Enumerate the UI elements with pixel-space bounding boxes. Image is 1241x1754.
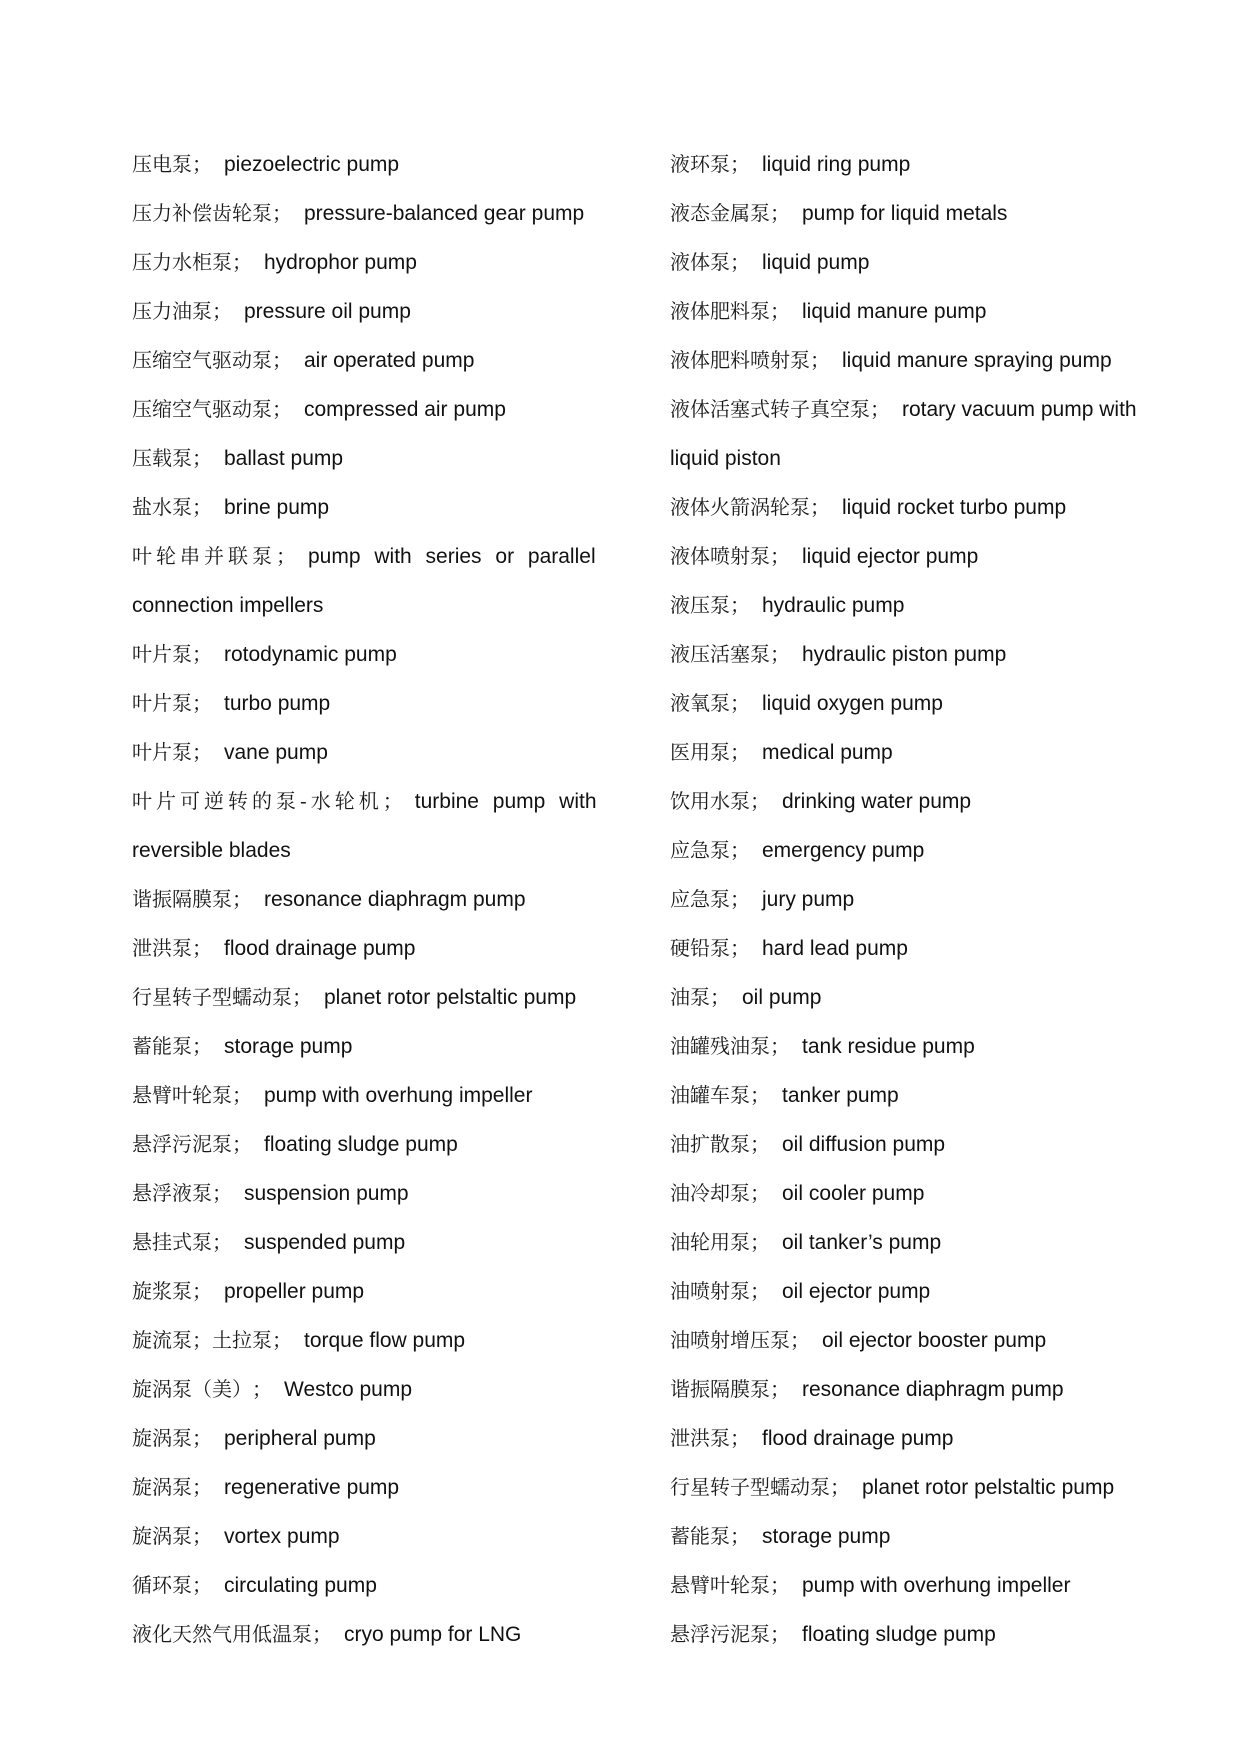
separator: ； (730, 152, 750, 176)
english-term: oil pump (742, 986, 822, 1009)
glossary-entry (132, 238, 627, 287)
separator: ； (750, 789, 770, 813)
glossary-entry (670, 1267, 1190, 1316)
glossary-entry (670, 679, 1190, 728)
glossary-entry (132, 728, 627, 777)
glossary-entry (132, 336, 627, 385)
english-term: rotary vacuum pump with (902, 398, 1137, 421)
english-term: liquid ring pump (762, 153, 911, 176)
glossary-entry (670, 1610, 1190, 1659)
english-term: planet rotor pelstaltic pump (862, 1476, 1115, 1499)
chinese-term: 液环泵 (670, 152, 730, 176)
chinese-term: 液氧泵 (670, 691, 730, 715)
glossary-entry-continuation (132, 826, 627, 875)
glossary-entry (132, 1169, 627, 1218)
glossary-entry (670, 1512, 1190, 1561)
english-term: pump with overhung impeller (264, 1084, 533, 1107)
chinese-term: 油冷却泵 (670, 1181, 750, 1205)
glossary-entry (132, 875, 627, 924)
glossary-entry (670, 1365, 1190, 1414)
chinese-term: 叶片泵 (132, 642, 192, 666)
glossary-entry (670, 875, 1190, 924)
separator: ； (232, 1083, 252, 1107)
glossary-entry (132, 1414, 627, 1463)
glossary-entry (132, 1512, 627, 1561)
separator: ； (192, 740, 212, 764)
glossary-entry (670, 1316, 1190, 1365)
chinese-term: 液态金属泵 (670, 201, 770, 225)
glossary-entry-continuation (670, 434, 1190, 483)
glossary-entry (132, 532, 627, 581)
glossary-entry (670, 924, 1190, 973)
separator: ； (192, 1279, 212, 1303)
chinese-term: 压力油泵 (132, 299, 212, 323)
english-term: ballast pump (224, 447, 344, 470)
separator: ； (810, 348, 830, 372)
english-term: oil tanker’s pump (782, 1231, 942, 1254)
glossary-entry (132, 140, 627, 189)
glossary-entry (670, 630, 1190, 679)
chinese-term: 应急泵 (670, 887, 730, 911)
separator: ； (730, 1426, 750, 1450)
separator: ； (192, 1573, 212, 1597)
right-column (670, 140, 1190, 1659)
english-term: floating sludge pump (802, 1623, 996, 1646)
separator: ； (770, 1377, 790, 1401)
chinese-term: 蓄能泵 (670, 1524, 730, 1548)
glossary-entry (132, 1120, 627, 1169)
glossary-entry (132, 1022, 627, 1071)
english-term: liquid manure pump (802, 300, 987, 323)
glossary-entry (132, 1610, 627, 1659)
english-term: storage pump (762, 1525, 891, 1548)
english-term: tank residue pump (802, 1035, 975, 1058)
english-term: hydraulic pump (762, 594, 905, 617)
separator: ； (276, 544, 296, 568)
chinese-term: 硬铅泵 (670, 936, 730, 960)
chinese-term: 叶片可逆转的泵-水轮机 (132, 789, 383, 813)
separator: ； (810, 495, 830, 519)
english-term: oil diffusion pump (782, 1133, 946, 1156)
glossary-entry (132, 973, 627, 1022)
english-term: oil ejector booster pump (822, 1329, 1047, 1352)
glossary-entry (670, 1022, 1190, 1071)
chinese-term: 压力水柜泵 (132, 250, 232, 274)
english-term-continuation: connection impellers (132, 594, 324, 617)
separator: ； (232, 250, 252, 274)
english-term: oil cooler pump (782, 1182, 925, 1205)
separator: ； (770, 1622, 790, 1646)
chinese-term: 饮用水泵 (670, 789, 750, 813)
separator: ； (312, 1622, 332, 1646)
english-term: suspended pump (244, 1231, 406, 1254)
separator: ； (192, 446, 212, 470)
chinese-term: 旋浆泵 (132, 1279, 192, 1303)
chinese-term: 压载泵 (132, 446, 192, 470)
english-term: turbo pump (224, 692, 331, 715)
chinese-term: 压缩空气驱动泵 (132, 397, 272, 421)
chinese-term: 液压泵 (670, 593, 730, 617)
english-term: vane pump (224, 741, 328, 764)
glossary-entry (670, 336, 1190, 385)
separator: ； (730, 1524, 750, 1548)
english-term: rotodynamic pump (224, 643, 397, 666)
separator: ； (770, 201, 790, 225)
separator: ； (232, 1132, 252, 1156)
chinese-term: 液化天然气用低温泵 (132, 1622, 312, 1646)
english-term: jury pump (762, 888, 855, 911)
chinese-term: 液体火箭涡轮泵 (670, 495, 810, 519)
chinese-term: 悬臂叶轮泵 (670, 1573, 770, 1597)
glossary-entry (132, 777, 627, 826)
chinese-term: 盐水泵 (132, 495, 192, 519)
english-term: resonance diaphragm pump (802, 1378, 1064, 1401)
english-term: floating sludge pump (264, 1133, 458, 1156)
glossary-entry (132, 434, 627, 483)
separator: ； (750, 1132, 770, 1156)
separator: ； (192, 495, 212, 519)
english-term: regenerative pump (224, 1476, 400, 1499)
english-term: air operated pump (304, 349, 475, 372)
separator: ； (212, 1230, 232, 1254)
english-term: pump with overhung impeller (802, 1574, 1071, 1597)
separator: ； (730, 936, 750, 960)
chinese-term: 行星转子型蠕动泵 (670, 1475, 830, 1499)
glossary-entry (132, 287, 627, 336)
english-term: planet rotor pelstaltic pump (324, 986, 577, 1009)
separator: ； (252, 1377, 272, 1401)
glossary-entry (132, 1365, 627, 1414)
glossary-entry (670, 140, 1190, 189)
glossary-entry (670, 728, 1190, 777)
english-term-continuation: reversible blades (132, 839, 291, 862)
glossary-entry (670, 826, 1190, 875)
glossary-entry (132, 1316, 627, 1365)
glossary-entry (670, 483, 1190, 532)
chinese-term: 液体喷射泵 (670, 544, 770, 568)
separator: ； (730, 593, 750, 617)
chinese-term: 液体肥料泵 (670, 299, 770, 323)
glossary-entry (132, 630, 627, 679)
glossary-entry (670, 1463, 1190, 1512)
separator: ； (192, 152, 212, 176)
separator: ； (750, 1083, 770, 1107)
glossary-entry (132, 483, 627, 532)
english-term: cryo pump for LNG (344, 1623, 522, 1646)
chinese-term: 叶片泵 (132, 740, 192, 764)
chinese-term: 谐振隔膜泵 (670, 1377, 770, 1401)
separator: ； (710, 985, 730, 1009)
chinese-term: 叶片泵 (132, 691, 192, 715)
glossary-entry (132, 924, 627, 973)
english-term: pressure oil pump (244, 300, 411, 323)
separator: ； (870, 397, 890, 421)
english-term: suspension pump (244, 1182, 409, 1205)
chinese-term: 泄洪泵 (670, 1426, 730, 1450)
chinese-term: 叶轮串并联泵 (132, 544, 276, 568)
chinese-term: 悬浮污泥泵 (132, 1132, 232, 1156)
english-term-continuation: liquid piston (670, 447, 781, 470)
english-term: vortex pump (224, 1525, 340, 1548)
english-term: liquid ejector pump (802, 545, 979, 568)
glossary-entry (670, 1169, 1190, 1218)
separator: ； (382, 789, 403, 813)
english-term: pump with series or parallel (308, 545, 596, 568)
english-term: torque flow pump (304, 1329, 466, 1352)
english-term: pump for liquid metals (802, 202, 1008, 225)
chinese-term: 旋涡泵（美） (132, 1377, 252, 1401)
chinese-term: 谐振隔膜泵 (132, 887, 232, 911)
english-term: propeller pump (224, 1280, 365, 1303)
chinese-term: 旋流泵；土拉泵 (132, 1328, 272, 1352)
english-term: compressed air pump (304, 398, 506, 421)
chinese-term: 应急泵 (670, 838, 730, 862)
english-term: hydrophor pump (264, 251, 417, 274)
english-term: hydraulic piston pump (802, 643, 1007, 666)
glossary-entry (132, 679, 627, 728)
chinese-term: 压电泵 (132, 152, 192, 176)
chinese-term: 油喷射泵 (670, 1279, 750, 1303)
glossary-entry (670, 581, 1190, 630)
chinese-term: 悬浮液泵 (132, 1181, 212, 1205)
separator: ； (192, 1426, 212, 1450)
separator: ； (192, 936, 212, 960)
english-term: hard lead pump (762, 937, 908, 960)
english-term: medical pump (762, 741, 893, 764)
chinese-term: 液压活塞泵 (670, 642, 770, 666)
glossary-entry (132, 1463, 627, 1512)
glossary-entry (670, 1071, 1190, 1120)
glossary-entry (670, 287, 1190, 336)
glossary-entry (670, 189, 1190, 238)
english-term: liquid oxygen pump (762, 692, 943, 715)
separator: ； (192, 1034, 212, 1058)
separator: ； (790, 1328, 810, 1352)
chinese-term: 泄洪泵 (132, 936, 192, 960)
english-term: pressure-balanced gear pump (304, 202, 585, 225)
separator: ； (292, 985, 312, 1009)
glossary-entry (670, 1414, 1190, 1463)
separator: ； (730, 838, 750, 862)
separator: ； (272, 1328, 292, 1352)
separator: ； (212, 299, 232, 323)
english-term: storage pump (224, 1035, 353, 1058)
english-term: brine pump (224, 496, 330, 519)
separator: ； (770, 544, 790, 568)
separator: ； (192, 1524, 212, 1548)
glossary-entry-continuation (132, 581, 627, 630)
chinese-term: 循环泵 (132, 1573, 192, 1597)
glossary-entry (670, 973, 1190, 1022)
chinese-term: 蓄能泵 (132, 1034, 192, 1058)
english-term: flood drainage pump (762, 1427, 954, 1450)
glossary-entry (670, 532, 1190, 581)
english-term: turbine pump with (414, 790, 597, 813)
chinese-term: 油罐车泵 (670, 1083, 750, 1107)
glossary-entry (132, 1561, 627, 1610)
english-term: liquid rocket turbo pump (842, 496, 1067, 519)
separator: ； (212, 1181, 232, 1205)
english-term: tanker pump (782, 1084, 899, 1107)
glossary-entry (132, 189, 627, 238)
separator: ； (192, 1475, 212, 1499)
english-term: oil ejector pump (782, 1280, 931, 1303)
chinese-term: 旋涡泵 (132, 1475, 192, 1499)
chinese-term: 油罐残油泵 (670, 1034, 770, 1058)
glossary-entry (670, 1218, 1190, 1267)
glossary-entry (670, 238, 1190, 287)
chinese-term: 压缩空气驱动泵 (132, 348, 272, 372)
english-term: circulating pump (224, 1574, 377, 1597)
glossary-entry (670, 385, 1190, 434)
separator: ； (830, 1475, 850, 1499)
chinese-term: 行星转子型蠕动泵 (132, 985, 292, 1009)
chinese-term: 旋涡泵 (132, 1524, 192, 1548)
chinese-term: 油扩散泵 (670, 1132, 750, 1156)
separator: ； (730, 691, 750, 715)
english-term: peripheral pump (224, 1427, 376, 1450)
separator: ； (750, 1279, 770, 1303)
glossary-entry (132, 1218, 627, 1267)
separator: ； (232, 887, 252, 911)
separator: ； (770, 642, 790, 666)
glossary-entry (132, 385, 627, 434)
separator: ； (770, 299, 790, 323)
chinese-term: 悬浮污泥泵 (670, 1622, 770, 1646)
chinese-term: 液体泵 (670, 250, 730, 274)
chinese-term: 医用泵 (670, 740, 730, 764)
glossary-entry (132, 1267, 627, 1316)
english-term: liquid manure spraying pump (842, 349, 1112, 372)
chinese-term: 油轮用泵 (670, 1230, 750, 1254)
separator: ； (272, 397, 292, 421)
separator: ； (192, 642, 212, 666)
chinese-term: 液体肥料喷射泵 (670, 348, 810, 372)
glossary-entry (670, 1120, 1190, 1169)
separator: ； (272, 348, 292, 372)
english-term: liquid pump (762, 251, 870, 274)
separator: ； (730, 250, 750, 274)
separator: ； (750, 1230, 770, 1254)
english-term: Westco pump (284, 1378, 412, 1401)
glossary-entry (670, 1561, 1190, 1610)
separator: ； (730, 740, 750, 764)
chinese-term: 油泵 (670, 985, 710, 1009)
english-term: emergency pump (762, 839, 925, 862)
left-column (132, 140, 627, 1659)
separator: ； (272, 201, 292, 225)
english-term: flood drainage pump (224, 937, 416, 960)
separator: ； (730, 887, 750, 911)
glossary-entry (132, 1071, 627, 1120)
glossary-entry (670, 777, 1190, 826)
chinese-term: 液体活塞式转子真空泵 (670, 397, 870, 421)
chinese-term: 旋涡泵 (132, 1426, 192, 1450)
separator: ； (770, 1573, 790, 1597)
english-term: drinking water pump (782, 790, 972, 813)
separator: ； (192, 691, 212, 715)
chinese-term: 油喷射增压泵 (670, 1328, 790, 1352)
english-term: resonance diaphragm pump (264, 888, 526, 911)
english-term: piezoelectric pump (224, 153, 400, 176)
chinese-term: 悬臂叶轮泵 (132, 1083, 232, 1107)
separator: ； (750, 1181, 770, 1205)
separator: ； (770, 1034, 790, 1058)
chinese-term: 悬挂式泵 (132, 1230, 212, 1254)
chinese-term: 压力补偿齿轮泵 (132, 201, 272, 225)
